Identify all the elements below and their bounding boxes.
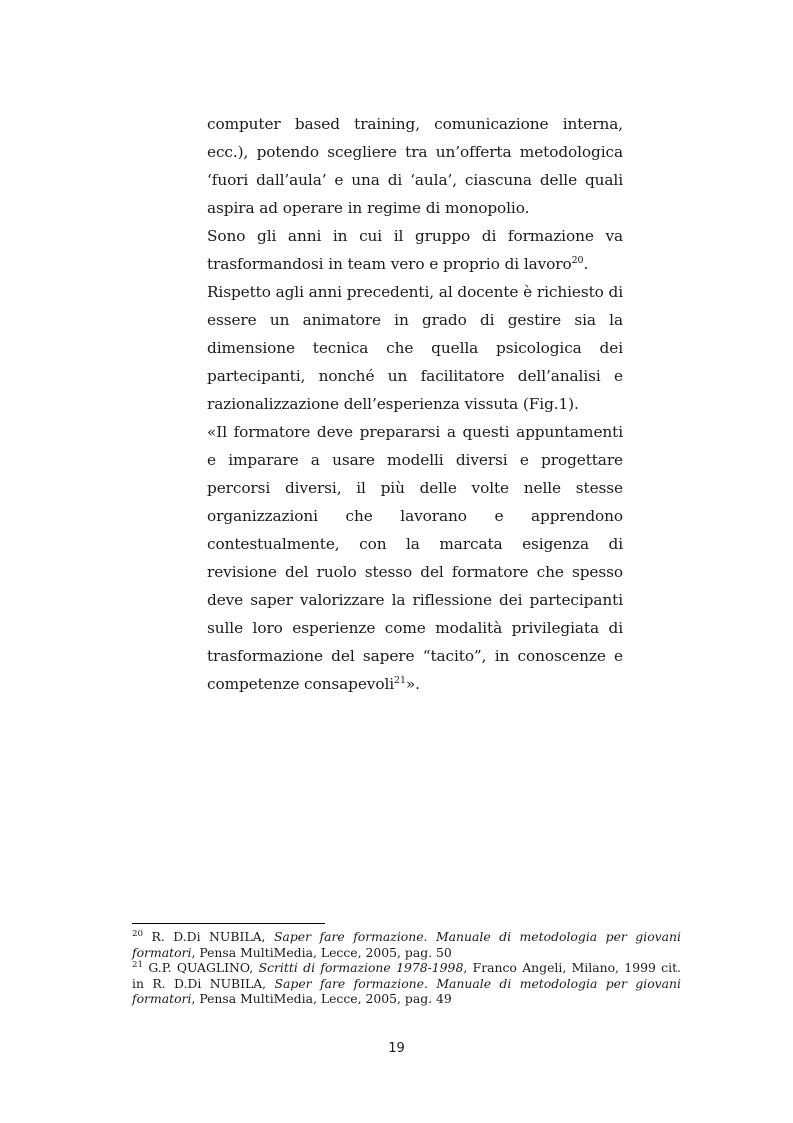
paragraph-2	[207, 222, 623, 278]
footnote-number: 21	[132, 960, 144, 971]
footnote-tail: , Pensa MultiMedia, Lecce, 2005, pag. 50	[191, 944, 452, 960]
footnote-title-2: Saper fare formazione. Manuale di metodologia per giovani formatori	[132, 975, 681, 1007]
footnote-title: Saper fare formazione. Manuale di metodologia per giovani formatori	[132, 929, 681, 960]
paragraph-2-end: .	[583, 255, 589, 273]
paragraph-1: computer based training, comunicazione interna, ecc.), potendo scegliere tra un’offerta metodologica ‘fuori dall’aula’ e una di ‘aula’, ciascuna delle quali aspira ad operare in regime di monopolio.	[207, 115, 623, 217]
footnote-middle: , Franco Angeli, Milano, 1999 cit. in R. D.Di NUBILA,	[132, 960, 681, 991]
paragraph-3: Rispetto agli anni precedenti, al docente è richiesto di essere un animatore in grado di gestire sia la dimensione tecnica che quella psicologica dei partecipanti, nonché un facilitatore dell’analisi e razionalizzazione dell’esperienza vissuta (Fig.1).	[207, 283, 623, 413]
body-text	[207, 110, 623, 698]
footnote-tail: , Pensa MultiMedia, Lecce, 2005, pag. 49	[191, 991, 452, 1007]
page-number: 19	[388, 1041, 405, 1056]
paragraph-4	[207, 418, 623, 698]
paragraph-2-text: Sono gli anni in cui il gruppo di formazione va trasformandosi in team vero e proprio di lavoro	[207, 227, 623, 273]
footnote-title: Scritti di formazione 1978-1998	[258, 960, 464, 976]
footnote-20	[132, 929, 681, 960]
footnote-ref-20[interactable]: 20	[571, 254, 584, 266]
footnote-separator	[132, 923, 325, 924]
footnotes	[132, 929, 681, 1007]
footnote-lead: G.P. QUAGLINO,	[143, 960, 259, 976]
paragraph-4-end: ».	[405, 675, 420, 693]
footnote-ref-21[interactable]: 21	[394, 674, 406, 686]
paragraph-4-text: «Il formatore deve prepararsi a questi appuntamenti e imparare a usare modelli diversi e progettare percorsi diversi, il più delle volte nelle stesse organizzazioni che lavorano e apprendono contestualmente, con la marcata esigenza di revisione del ruolo stesso del formatore che spesso deve saper valorizzare la riflessione dei partecipanti sulle loro esperienze come modalità privilegiata di trasformazione del sapere “tacito”, in conoscenze e competenze consapevoli	[207, 423, 623, 693]
footnote-number: 20	[132, 928, 144, 939]
footnote-21	[132, 960, 681, 1007]
footnote-lead: R. D.Di NUBILA,	[143, 929, 274, 944]
